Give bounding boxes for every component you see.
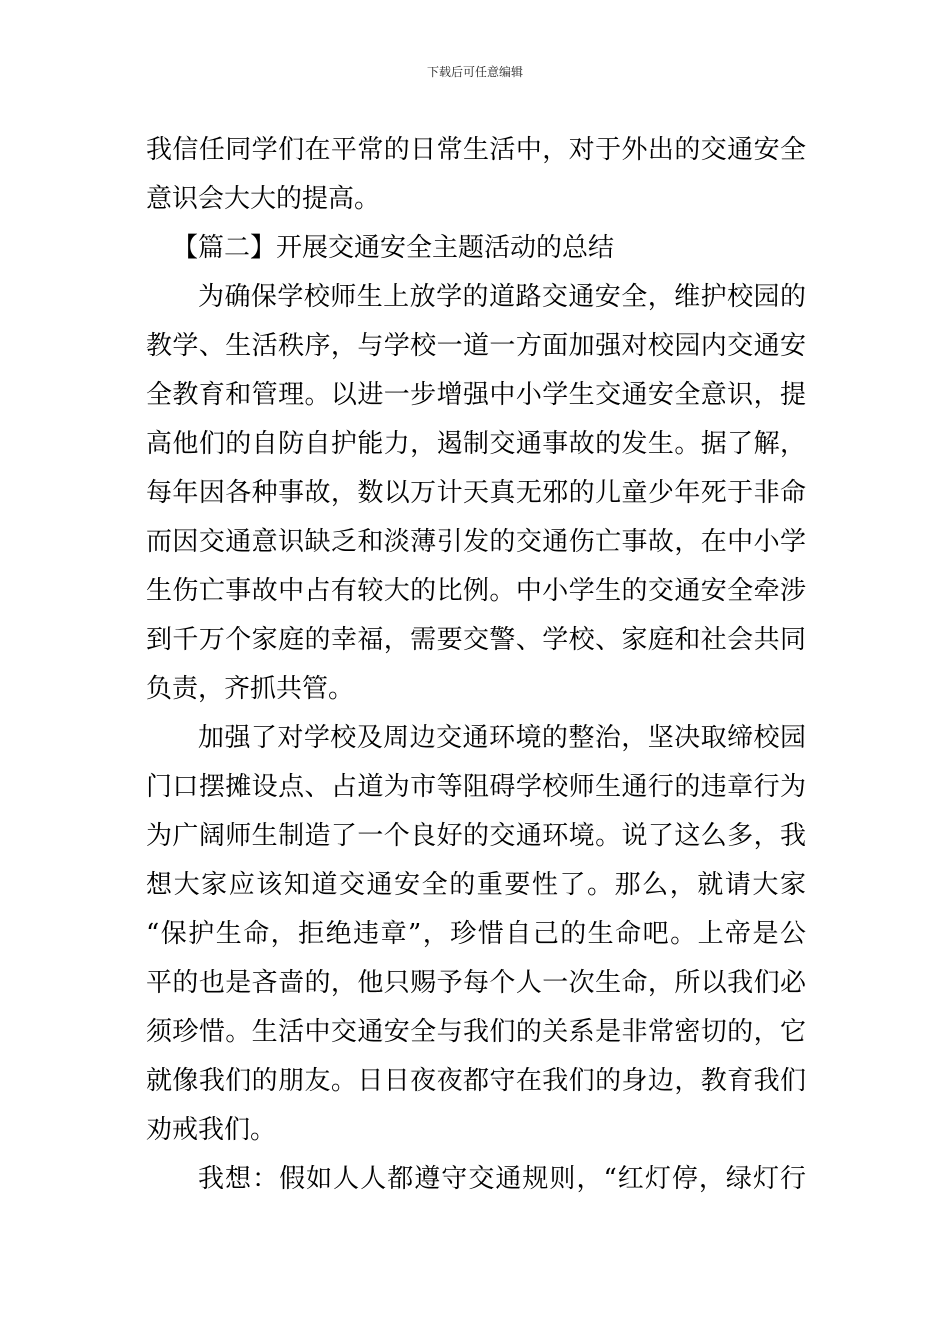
text-line: 生伤亡事故中占有较大的比例。中小学生的交通安全牵涉 [146,576,806,606]
text-line: 每年因各种事故，数以万计天真无邪的儿童少年死于非命 [146,478,806,508]
text-line: 教学、生活秩序，与学校一道一方面加强对校园内交通安 [146,331,806,361]
section-heading: 【篇二】开展交通安全主题活动的总结 [172,233,615,263]
document-body [146,126,806,1204]
text-line: “保护生命，拒绝违章”，珍惜自己的生命吧。上帝是公 [146,919,806,949]
text-line: 到千万个家庭的幸福，需要交警、学校、家庭和社会共同 [146,625,806,655]
text-line: 为广阔师生制造了一个良好的交通环境。说了这么多，我 [146,821,806,851]
text-line: 就像我们的朋友。日日夜夜都守在我们的身边，教育我们 [146,1066,806,1096]
text-line: 我想：假如人人都遵守交通规则，“红灯停，绿灯行 [198,1164,806,1194]
text-line: 而因交通意识缺乏和淡薄引发的交通伤亡事故，在中小学 [146,527,806,557]
text-line: 须珍惜。生活中交通安全与我们的关系是非常密切的，它 [146,1017,806,1047]
text-line: 劝戒我们。 [146,1115,277,1145]
text-line: 我信任同学们在平常的日常生活中，对于外出的交通安全 [146,135,806,165]
text-line: 想大家应该知道交通安全的重要性了。那么，就请大家 [146,870,806,900]
text-line: 平的也是吝啬的，他只赐予每个人一次生命，所以我们必 [146,968,806,998]
text-line: 负责，齐抓共管。 [146,674,355,704]
text-line: 加强了对学校及周边交通环境的整治，坚决取缔校园 [198,723,806,753]
text-line: 全教育和管理。以进一步增强中小学生交通安全意识，提 [146,380,806,410]
text-line: 高他们的自防自护能力，遏制交通事故的发生。据了解， [146,429,806,459]
text-line: 意识会大大的提高。 [146,184,381,214]
text-line: 为确保学校师生上放学的道路交通安全，维护校园的 [198,282,806,312]
page-header: 下载后可任意编辑 [426,65,523,79]
text-line: 门口摆摊设点、占道为市等阻碍学校师生通行的违章行为 [146,772,806,802]
